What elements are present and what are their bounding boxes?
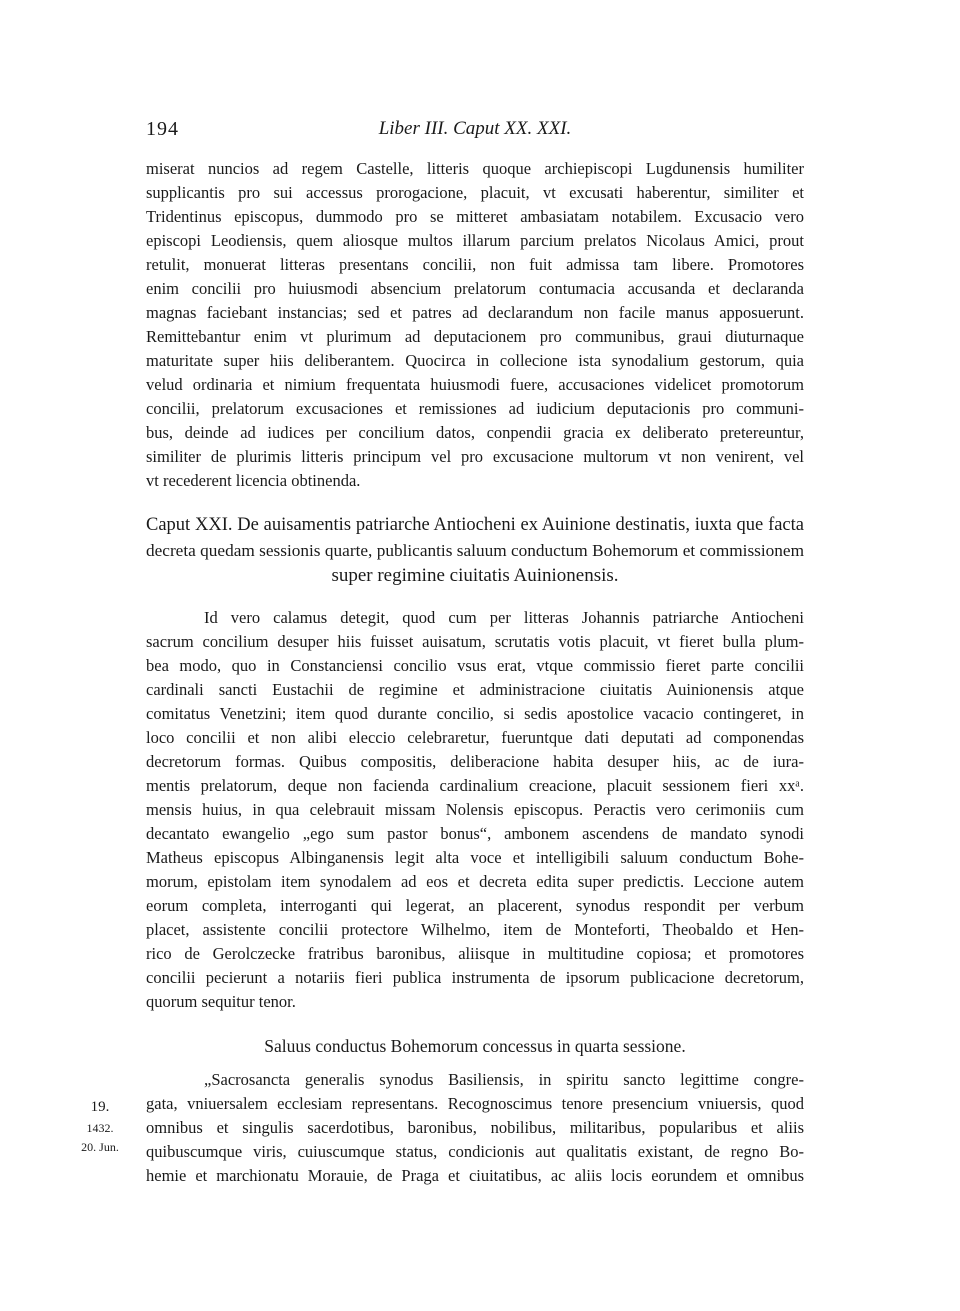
- running-head: Liber III. Caput XX. XXI.: [378, 118, 572, 139]
- paragraph-3: [146, 1068, 804, 1188]
- section-subheading: Saluus conductus Bohemorum concessus in quarta sessione.: [264, 1036, 686, 1056]
- text-line: concilii, prelatorum excusaciones et remissiones ad iudicium deputacionis pro communi-: [146, 399, 804, 418]
- text-line: maturitate super hiis deliberantem. Quocirca in collecione ista synodalium gestorum, quia: [146, 351, 804, 370]
- text-line: episcopi Leodiensis, quem aliosque multos illarum parcium prelatos Nicolaus Amici, prout: [146, 231, 804, 250]
- text-line: omnibus et singulis sacerdotibus, baronibus, nobilibus, militaribus, popularibus et aliis: [146, 1118, 804, 1137]
- text-line: cardinali sancti Eustachii de regimine et administracione ciuitatis Auinionensis atque: [146, 680, 804, 699]
- text-line: supplicantis pro sui accessus prorogacione, placuit, vt excusati haberentur, similiter et: [146, 183, 804, 202]
- page-number: 194: [146, 118, 179, 140]
- paragraph-1: [146, 157, 804, 493]
- paragraph-2: [146, 606, 804, 1014]
- text-line: decretorum formas. Quibus compositis, deliberacione habita desuper hiis, ac de iura-: [146, 752, 804, 771]
- text-line: decantato ewangelio „ego sum pastor bonus“, ambonem ascendens de mandato synodi: [146, 824, 804, 843]
- text-line: bus, deinde ad iudices per concilium datos, conpendii gracia ex deliberato pretereuntur,: [146, 423, 804, 442]
- chapter-heading-line: decreta quedam sessionis quarte, publicantis saluum conductum Bohemorum et commissionem: [146, 541, 804, 560]
- text-line: bea modo, quo in Constanciensi concilio vsus erat, vtque commissio fieret parte concilii: [146, 656, 804, 675]
- margin-note-date: 20. Jun.: [81, 1140, 119, 1154]
- text-line: enim concilii pro huiusmodi absencium prelatorum contumacia accusanda et declaranda: [146, 279, 804, 298]
- text-line: mensis huius, in qua celebrauit missam Nolensis episcopus. Peractis vero cerimoniis cum: [146, 800, 804, 819]
- text-line: Matheus episcopus Albinganensis legit alta voce et intelligibili saluum conductum Bohe-: [146, 848, 804, 867]
- text-line: miserat nuncios ad regem Castelle, litteris quoque archiepiscopi Lugdunensis humiliter: [146, 159, 804, 178]
- text-line: Tridentinus episcopus, dummodo pro se mitteret ambasiatam notabilem. Excusacio vero: [146, 207, 804, 226]
- text-line: hemie et marchionatu Morauie, de Praga et ciuitatibus, ac aliis locis eorundem et omnibus: [146, 1166, 804, 1185]
- text-line: gata, vniuersalem ecclesiam representans. Recognoscimus tenore presencium vniuersis, quod: [146, 1094, 804, 1113]
- text-line: Remittebantur enim vt plurimum ad deputacionem pro communibus, graui diuturnaque: [146, 327, 804, 346]
- text-line: similiter de plurimis litteris principum vel pro excusacione multorum vt non venirent, vel: [146, 447, 804, 466]
- text-line: placet, assistente concilii protectore Wilhelmo, item de Monteforti, Theobaldo et Hen-: [146, 920, 804, 939]
- text-line: morum, epistolam item synodalem ad eos et decreta edita super predictis. Leccione autem: [146, 872, 804, 891]
- text-line: quibuscumque viris, cuiuscumque status, condicionis aut qualitatis existant, de regno Bo-: [146, 1142, 804, 1161]
- text-line: mentis prelatorum, deque non facienda cardinalium creacione, placuit sessionem fieri xxᵃ.: [146, 776, 804, 795]
- text-line: „Sacrosancta generalis synodus Basiliensis, in spiritu sancto legittime congre-: [204, 1070, 804, 1089]
- text-line: vt recederent licencia obtinenda.: [146, 471, 361, 490]
- text-line: quorum sequitur tenor.: [146, 992, 296, 1011]
- text-line: Id vero calamus detegit, quod cum per litteras Johannis patriarche Antiocheni: [204, 608, 804, 627]
- text-line: eorum completa, interroganti qui legerat, an placerent, synodus respondit per verbum: [146, 896, 804, 915]
- chapter-heading: [146, 513, 804, 588]
- chapter-heading-line: Caput XXI. De auisamentis patriarche Antiocheni ex Auinione destinatis, iuxta que facta: [146, 515, 804, 535]
- chapter-heading-line: super regimine ciuitatis Auinionensis.: [331, 565, 619, 586]
- margin-note-year: 1432.: [86, 1121, 114, 1135]
- text-line: magnas faciebant instancias; sed et patres ad declarandum non facile manus apposuerunt.: [146, 303, 804, 322]
- text-line: sacrum concilium desuper hiis fuisset auisatum, scrutatis votis placuit, vt fieret bulla plum-: [146, 632, 804, 651]
- text-line: loco concilii et non alibi eleccio celebraretur, fueruntque dati deputati ad componendas: [146, 728, 804, 747]
- page-header: [146, 118, 804, 146]
- text-line: velud ordinaria et nimium frequentata huiusmodi fuere, accusaciones videlicet promotorum: [146, 375, 804, 394]
- text-line: retulit, monuerat litteras presentans concilii, non fuit admissa tam libere. Promotores: [146, 255, 804, 274]
- text-line: concilii pecierunt a notariis fieri publica instrumenta de ipsorum publicacione decretorum,: [146, 968, 804, 987]
- text-line: rico de Gerolczecke fratribus baronibus, aliisque in multitudine copiosa; et promotores: [146, 944, 804, 963]
- margin-note-number: 19.: [90, 1099, 110, 1115]
- text-line: comitatus Venetzini; item quod durante concilio, si sedis apostolice vacacio contingeret, in: [146, 704, 804, 723]
